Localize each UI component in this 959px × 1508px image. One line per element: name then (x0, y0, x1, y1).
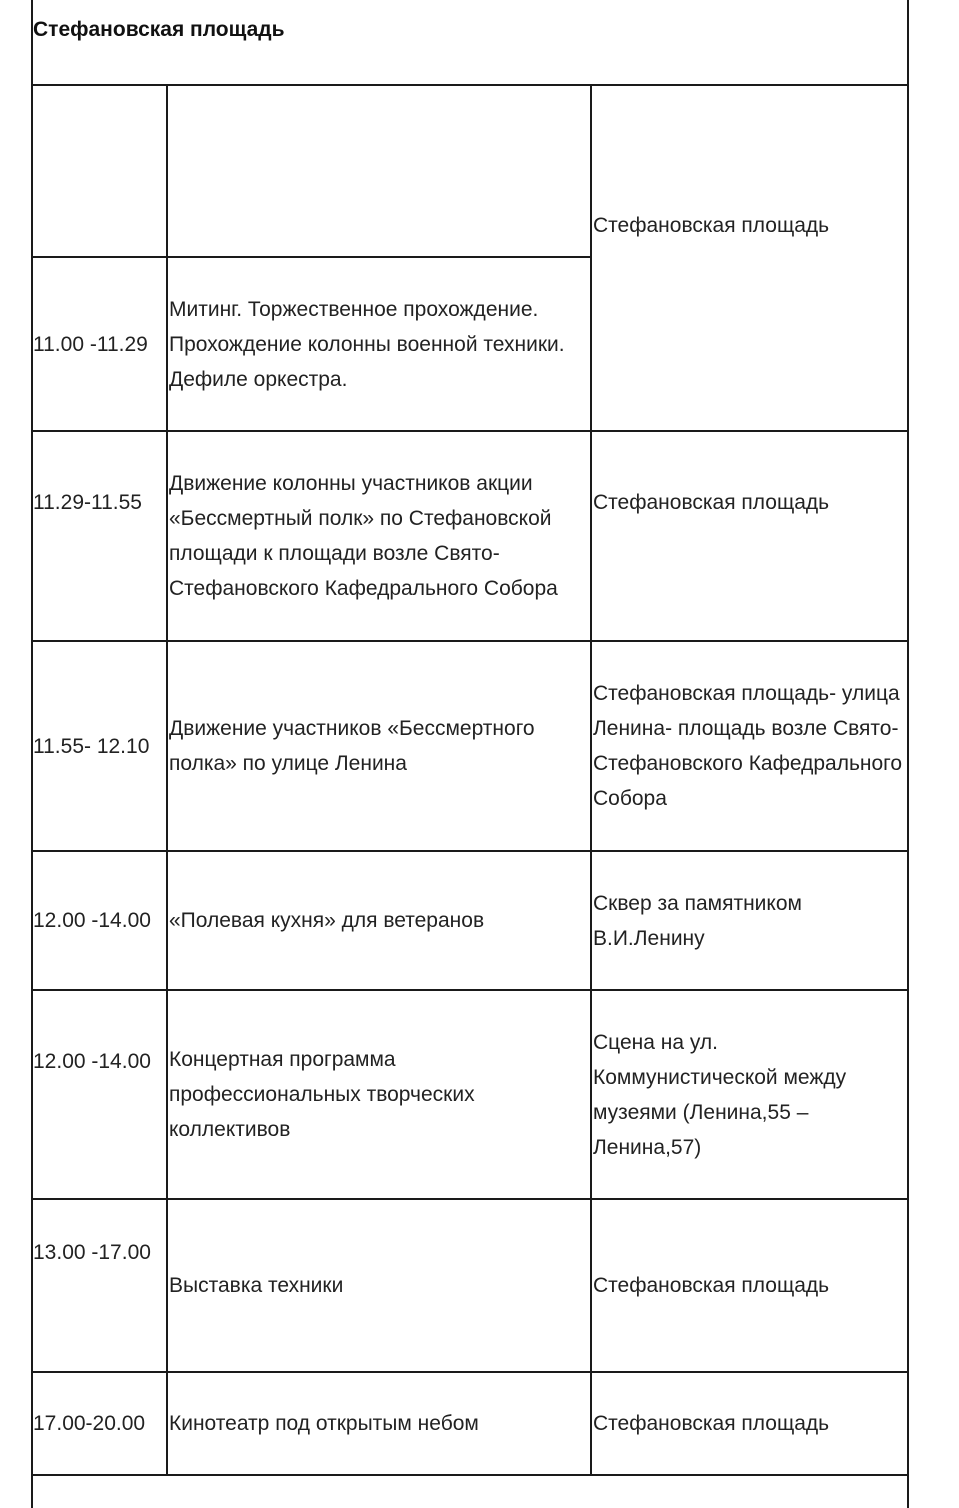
table-row-1-time: 11.00 -11.29 (33, 332, 148, 356)
table-row-4-event: «Полевая кухня» для ветеранов (169, 909, 485, 932)
table-row-5-event: Концертная программа профессиональных творческих коллективов (169, 1048, 475, 1141)
table-row-7-place: Стефановская площадь (593, 1412, 830, 1435)
table-row-0-event (169, 86, 590, 256)
column-divider (590, 84, 592, 1474)
table-row-1-place (593, 364, 908, 430)
table-row-0-time (33, 86, 166, 256)
table-row-2-place: Стефановская площадь (593, 490, 830, 514)
table-bottom-border (31, 1474, 909, 1476)
column-divider (166, 84, 168, 1474)
table-row-2-event: Движение колонны участников акции «Бессмертный полк» по Стефановской площади к площади возле Свято-Стефановского Кафедрального Собора (169, 472, 558, 600)
section-title: Стефановская площадь (33, 18, 285, 41)
table-row-2-time: 11.29-11.55 (33, 490, 142, 514)
table-row-3-place: Стефановская площадь- улица Ленина- площадь возле Свято-Стефановского Кафедрального Собора (593, 682, 903, 810)
table-row-6-event: Выставка техники (169, 1274, 344, 1297)
table-row-0-place: Стефановская площадь (593, 213, 830, 237)
table-row-3-event: Движение участников «Бессмертного полка» по улице Ленина (169, 717, 535, 775)
table-row-4-time: 12.00 -14.00 (33, 909, 151, 932)
table-row-6-time: 13.00 -17.00 (33, 1241, 151, 1264)
table-row-1-event: Митинг. Торжественное прохождение. Прохождение колонны военной техники. Дефиле оркестра. (169, 297, 565, 391)
table-row-4-place: Сквер за памятником В.И.Ленину (593, 891, 802, 950)
table-row-7-time: 17.00-20.00 (33, 1412, 146, 1435)
table-row-5-place: Сцена на ул. Коммунистической между музеями (Ленина,55 –Ленина,57) (593, 1030, 847, 1159)
table-row-3-time: 11.55- 12.10 (33, 734, 150, 758)
table-row-6-place: Стефановская площадь (593, 1274, 830, 1297)
table-row-5-time: 12.00 -14.00 (33, 1049, 151, 1073)
table-row-7-event: Кинотеатр под открытым небом (169, 1412, 479, 1435)
